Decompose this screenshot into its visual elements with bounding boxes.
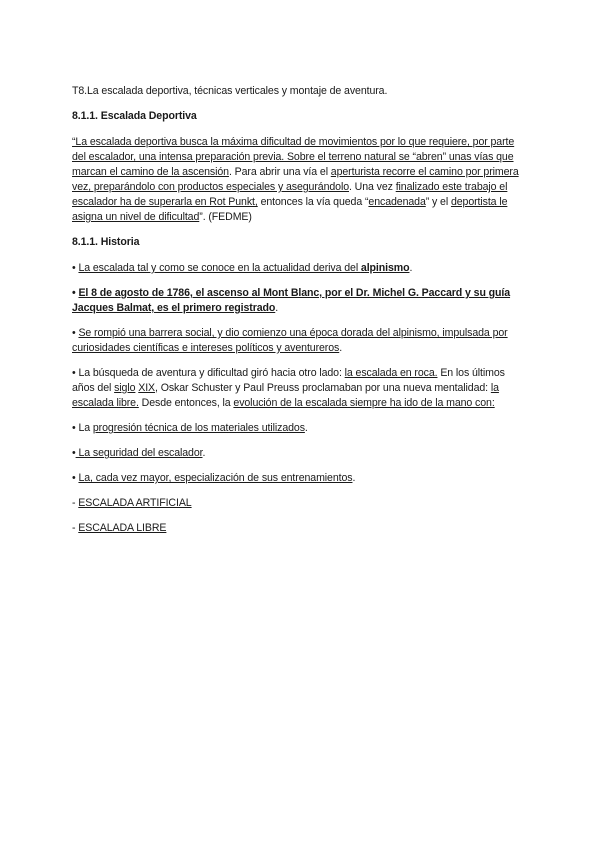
bullet-prefix: • <box>72 287 79 299</box>
underlined-text: ESCALADA LIBRE <box>78 522 167 534</box>
bullet-busqueda-aventura <box>72 366 528 411</box>
bullet-prefix: • <box>72 262 79 274</box>
bullet-end: . <box>275 302 279 314</box>
dash-prefix: - <box>72 497 79 509</box>
bullet-especializacion <box>72 471 528 486</box>
dash-item-escalada-artificial <box>72 496 528 511</box>
quote-text-2: . Una vez <box>349 181 396 193</box>
quote-text-3: entonces la vía queda “ <box>257 196 369 208</box>
text: , Oskar Schuster y Paul Preuss proclamaban por una nueva mentalidad: <box>155 382 491 394</box>
bullet-seguridad <box>72 446 528 461</box>
quote-text-1: . Para abrir una vía el <box>228 166 331 178</box>
quote-part-2: aperturista recorre el camino por primera vez, preparándolo con productos especiales y asegurándolo <box>72 166 519 193</box>
bullet-mont-blanc-text: El 8 de agosto de 1786, el ascenso al Mont Blanc, por el Dr. Michel G. Paccard y su guía Jacques Balmat, es el primero registrado <box>72 287 511 314</box>
bullet-end: . <box>339 342 343 354</box>
section-heading-historia: 8.1.1. Historia <box>72 236 140 248</box>
quote-part-1: “La escalada deportiva busca la máxima dificultad de movimientos por lo que requiere, por parte del escalador, una intensa preparación previa. Sobre el terreno natural se “abren” unas vías que marcan el camino de la ascensión <box>72 136 515 178</box>
bullet-alpinismo-text <box>78 262 409 274</box>
text: • La búsqueda de aventura y dificultad giró hacia otro lado: <box>72 367 345 379</box>
section-heading-escalada-deportiva: 8.1.1. Escalada Deportiva <box>72 110 197 122</box>
fedme-definition-paragraph <box>72 135 528 225</box>
quote-part-4: encadenada <box>368 196 426 208</box>
text: Desde entonces, la <box>138 397 234 409</box>
bullet-end: . <box>409 262 413 274</box>
underlined-text: la escalada en roca. <box>344 367 438 379</box>
text: En los últimos años del <box>72 367 505 394</box>
bullet-prefix: • <box>72 472 79 484</box>
bullet-end: . <box>202 447 206 459</box>
document-page <box>72 84 528 546</box>
underlined-text: progresión técnica de los materiales utilizados <box>92 422 305 434</box>
bullet-end: . <box>352 472 356 484</box>
quote-part-5: deportista le asigna un nivel de dificultad <box>72 196 508 223</box>
bullet-prefix: • <box>72 327 79 339</box>
bullet-alpinismo-bold: alpinismo <box>360 262 410 274</box>
underlined-text: siglo <box>114 382 136 394</box>
quote-text-5: ”. (FEDME) <box>199 211 252 223</box>
dash-prefix: - <box>72 522 79 534</box>
underlined-text: evolución de la escalada siempre ha ido de la mano con: <box>233 397 495 409</box>
quote-part-3: finalizado este trabajo el escalador ha de superarla en Rot Punkt, <box>72 181 508 208</box>
underlined-text: La, cada vez mayor, especialización de sus entrenamientos <box>78 472 353 484</box>
underlined-text: ESCALADA ARTIFICIAL <box>78 497 192 509</box>
underlined-text: La seguridad del escalador <box>75 447 203 459</box>
bullet-alpinismo <box>72 261 528 276</box>
bullet-mont-blanc <box>72 286 528 316</box>
quote-text-4: ” y el <box>425 196 451 208</box>
document-title: T8.La escalada deportiva, técnicas verticales y montaje de aventura. <box>72 85 388 97</box>
underlined-text: la escalada libre. <box>72 382 499 409</box>
bullet-end: . <box>304 422 308 434</box>
bullet-barrera-social <box>72 326 528 356</box>
bullet-barrera-social-text: Se rompió una barrera social, y dio comienzo una época dorada del alpinismo, impulsada por curiosidades científicas e intereses políticos y aventureros <box>72 327 508 354</box>
bullet-progresion-tecnica <box>72 421 528 436</box>
bullet-alpinismo-underlined: La escalada tal y como se conoce en la actualidad deriva del <box>78 262 361 274</box>
dash-item-escalada-libre <box>72 521 528 536</box>
text: • La <box>72 422 93 434</box>
bullet-prefix: • <box>72 447 76 459</box>
underlined-text: XIX <box>138 382 156 394</box>
